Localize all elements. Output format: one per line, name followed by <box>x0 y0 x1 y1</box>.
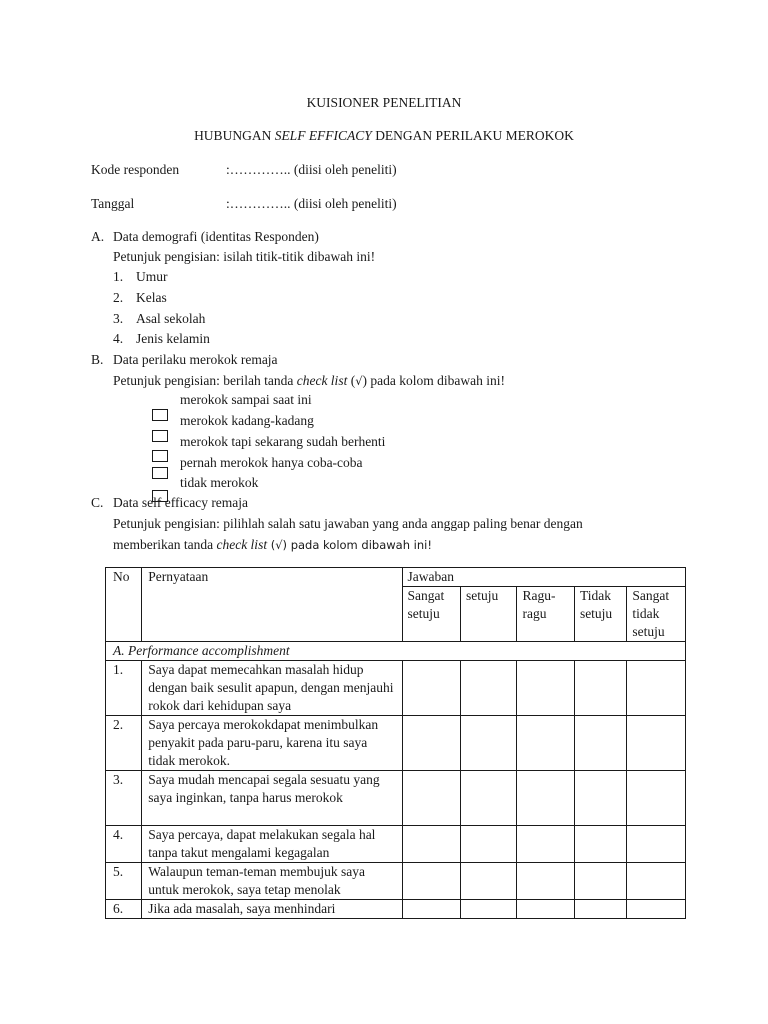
row-statement: Walaupun teman-teman membujuk saya untuk merokok, saya tetap menolak <box>142 863 402 900</box>
instruction-text: memberikan tanda <box>113 537 217 552</box>
check-mark-icon: √ <box>355 374 363 388</box>
demographic-item-number: 4. <box>113 331 124 346</box>
instruction-italic: check list <box>296 373 348 388</box>
answer-cell[interactable] <box>627 716 686 771</box>
table-row <box>106 900 686 919</box>
field-value-kode-responden[interactable]: :………….. (diisi oleh peneliti) <box>226 162 397 177</box>
row-number: 2. <box>106 716 142 771</box>
answer-cell[interactable] <box>517 900 574 919</box>
page-title: KUISIONER PENELITIAN <box>306 95 462 110</box>
section-a-marker: A. <box>91 229 105 244</box>
header-no: No <box>106 568 142 642</box>
smoking-option-checkbox[interactable] <box>152 467 168 479</box>
row-statement: Saya mudah mencapai segala sesuatu yang saya inginkan, tanpa harus merokok <box>142 771 402 826</box>
demographic-item-asal-sekolah: Asal sekolah <box>136 311 206 326</box>
table-header-row <box>106 568 686 587</box>
header-option: Sangat tidak setuju <box>627 587 686 642</box>
answer-cell[interactable] <box>402 716 460 771</box>
section-c-instruction-line1: Petunjuk pengisian: pilihlah salah satu jawaban yang anda anggap paling benar dengan <box>113 516 583 531</box>
section-a-heading: Data demografi (identitas Responden) <box>113 229 319 244</box>
answer-cell[interactable] <box>574 826 626 863</box>
demographic-item-umur: Umur <box>136 269 168 284</box>
smoking-option-checkbox[interactable] <box>152 430 168 442</box>
section-b-instruction <box>113 372 505 390</box>
section-b-marker: B. <box>91 352 104 367</box>
demographic-item-number: 2. <box>113 290 124 305</box>
smoking-option-checkbox[interactable] <box>152 409 168 421</box>
header-answer: Jawaban <box>402 568 686 587</box>
header-option: Ragu-ragu <box>517 587 574 642</box>
section-c-instruction-line2 <box>113 536 432 554</box>
row-number: 4. <box>106 826 142 863</box>
answer-cell[interactable] <box>460 900 516 919</box>
instruction-italic: check list <box>216 537 268 552</box>
section-c-marker: C. <box>91 495 104 510</box>
table-row <box>106 771 686 826</box>
row-number: 5. <box>106 863 142 900</box>
row-number: 1. <box>106 661 142 716</box>
answer-cell[interactable] <box>460 661 516 716</box>
answer-cell[interactable] <box>402 863 460 900</box>
section-c-heading: Data self efficacy remaja <box>113 495 249 510</box>
instruction-text: ( <box>347 373 356 388</box>
answer-cell[interactable] <box>460 863 516 900</box>
table-row <box>106 661 686 716</box>
row-statement: Saya percaya merokokdapat menimbulkan penyakit pada paru-paru, karena itu saya tidak merokok. <box>142 716 402 771</box>
table-row <box>106 863 686 900</box>
answer-cell[interactable] <box>460 826 516 863</box>
answer-cell[interactable] <box>517 863 574 900</box>
table-row <box>106 716 686 771</box>
header-statement: Pernyataan <box>142 568 402 642</box>
answer-cell[interactable] <box>627 900 686 919</box>
header-option: setuju <box>460 587 516 642</box>
instruction-text: ) pada kolom dibawah ini! <box>362 373 505 388</box>
smoking-option-label: merokok sampai saat ini <box>180 392 312 407</box>
instruction-text-sans: (√) pada kolom dibawah ini! <box>267 538 432 552</box>
answer-cell[interactable] <box>574 661 626 716</box>
page-subtitle <box>0 127 768 144</box>
answer-cell[interactable] <box>402 826 460 863</box>
smoking-option-label: merokok tapi sekarang sudah berhenti <box>180 434 386 449</box>
row-statement: Saya percaya, dapat melakukan segala hal tanpa takut mengalami kegagalan <box>142 826 402 863</box>
answer-cell[interactable] <box>574 771 626 826</box>
row-statement: Jika ada masalah, saya menhindari <box>142 900 402 919</box>
answer-cell[interactable] <box>517 771 574 826</box>
smoking-option-label: merokok kadang-kadang <box>180 413 314 428</box>
demographic-item-kelas: Kelas <box>136 290 167 305</box>
answer-cell[interactable] <box>574 863 626 900</box>
smoking-option-label: tidak merokok <box>180 475 259 490</box>
answer-cell[interactable] <box>627 863 686 900</box>
table-subsection-row <box>106 642 686 661</box>
answer-cell[interactable] <box>517 826 574 863</box>
questionnaire-table <box>105 567 686 919</box>
answer-cell[interactable] <box>627 661 686 716</box>
answer-cell[interactable] <box>402 900 460 919</box>
row-number: 3. <box>106 771 142 826</box>
header-option: Sangat setuju <box>402 587 460 642</box>
row-number: 6. <box>106 900 142 919</box>
field-value-tanggal[interactable]: :………….. (diisi oleh peneliti) <box>226 196 397 211</box>
answer-cell[interactable] <box>402 771 460 826</box>
subtitle-italic: SELF EFFICACY <box>274 128 372 143</box>
instruction-text: Petunjuk pengisian: berilah tanda <box>113 373 297 388</box>
section-b-heading: Data perilaku merokok remaja <box>113 352 278 367</box>
field-label-tanggal: Tanggal <box>91 196 135 211</box>
smoking-option-label: pernah merokok hanya coba-coba <box>180 455 363 470</box>
answer-cell[interactable] <box>627 771 686 826</box>
demographic-item-jenis-kelamin: Jenis kelamin <box>136 331 210 346</box>
answer-cell[interactable] <box>627 826 686 863</box>
subtitle-pre: HUBUNGAN <box>194 128 275 143</box>
subtitle-post: DENGAN PERILAKU MEROKOK <box>371 128 574 143</box>
demographic-item-number: 3. <box>113 311 124 326</box>
answer-cell[interactable] <box>517 661 574 716</box>
answer-cell[interactable] <box>574 716 626 771</box>
subsection-heading: A. Performance accomplishment <box>106 642 686 661</box>
answer-cell[interactable] <box>517 716 574 771</box>
section-a-instruction: Petunjuk pengisian: isilah titik-titik dibawah ini! <box>113 249 376 264</box>
answer-cell[interactable] <box>460 771 516 826</box>
row-statement: Saya dapat memecahkan masalah hidup dengan baik sesulit apapun, dengan menjauhi rokok dari kehidupan saya <box>142 661 402 716</box>
answer-cell[interactable] <box>460 716 516 771</box>
smoking-option-checkbox[interactable] <box>152 450 168 462</box>
demographic-item-number: 1. <box>113 269 124 284</box>
field-label-kode-responden: Kode responden <box>91 162 180 177</box>
header-option: Tidak setuju <box>574 587 626 642</box>
table-row <box>106 826 686 863</box>
answer-cell[interactable] <box>402 661 460 716</box>
answer-cell[interactable] <box>574 900 626 919</box>
